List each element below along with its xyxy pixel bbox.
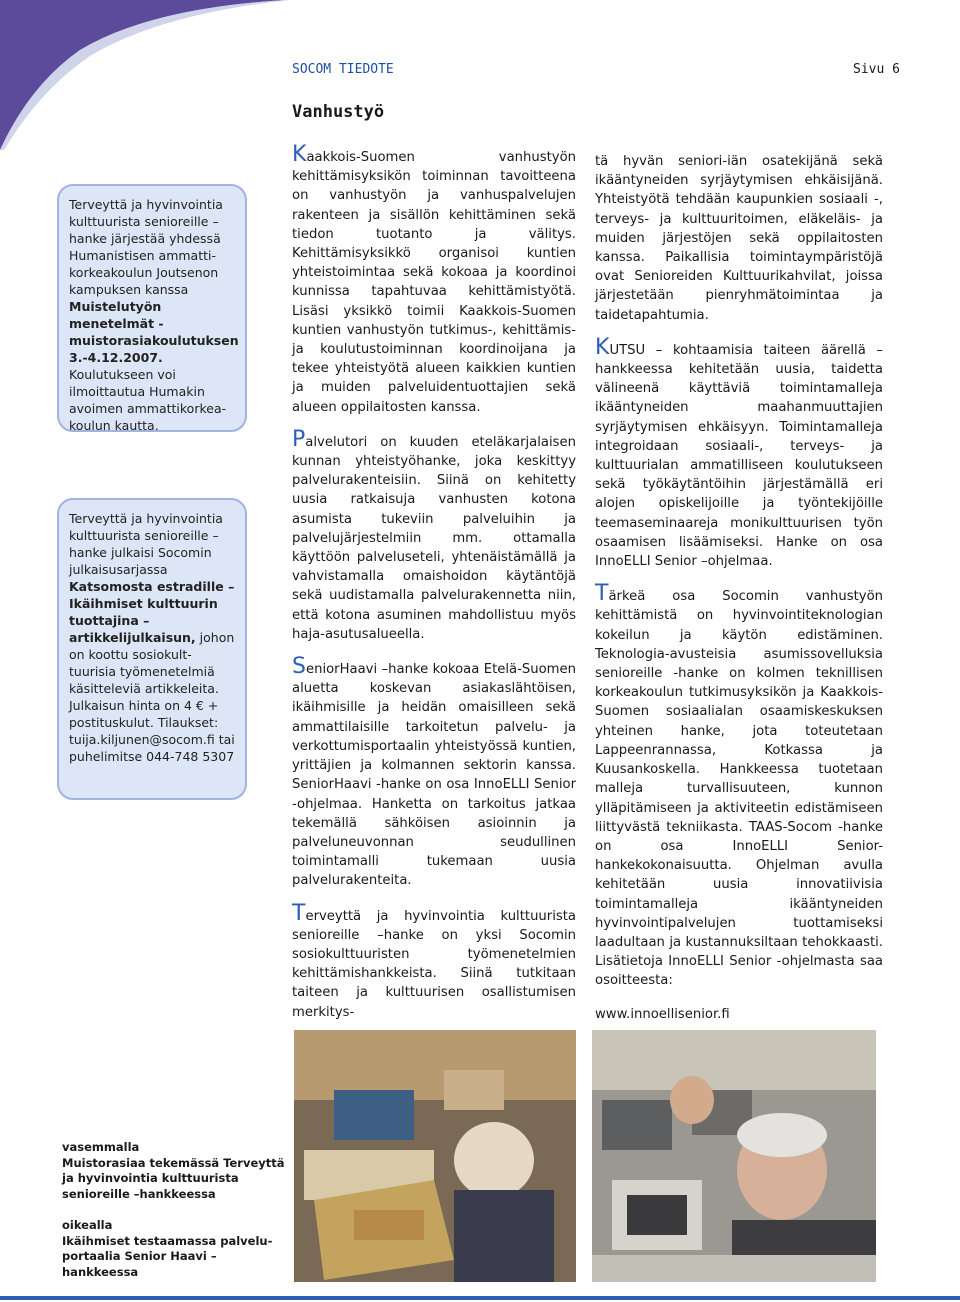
paragraph: Terveyttä ja hyvinvointia kulttuurista senioreille –hanke on yksi Socomin sosiokulttuuristen työmenetelmien kehittämishankkeista. Siinä tutkitaan taiteen ja kulttuurisen osallistumisen merkitys- bbox=[292, 900, 576, 1020]
photo-memory-box-workshop bbox=[294, 1030, 576, 1282]
article-column-2 bbox=[595, 150, 883, 1038]
box2-outro: johon on koottu sosiokult-tuurisia työmenetelmiä käsitteleviä artikkeleita. Julkaisun hinta on 4 € + postituskulut. Tilaukset: tuija.kiljunen@socom.fi tai puhelimitse 044-748 5307 bbox=[69, 630, 235, 764]
drop-cap: T bbox=[595, 581, 609, 607]
drop-cap: T bbox=[292, 900, 306, 926]
article-column-1 bbox=[292, 142, 576, 1036]
paragraph: Palvelutori on kuuden eteläkarjalaisen kunnan yhteistyöhanke, joka keskittyy palvelurakenteisiin. Siinä on kehitetty uusia ratkaisuja vanhusten kotona asumista tukeviin palveluihin ja palvelujärjestelmiin mm. ottamalla käyttöön palveluseteli, yhtenäistämällä ja vahvistamalla omaishoidon käytäntöjä sekä uudistamalla palvelurakennetta niin, että kotona asuminen mahdollistuu myös haja-asutusalueella. bbox=[292, 426, 576, 642]
box1-intro: Terveyttä ja hyvinvointia kulttuurista senioreille – hanke järjestää yhdessä Humanistisen ammatti-korkeakoulun Joutsenon kampuksen kanssa bbox=[69, 197, 223, 297]
paragraph: SeniorHaavi –hanke kokoaa Etelä-Suomen aluetta koskevan asiakaslähtöisen, ikäihmisille ja heidän omaisilleen sekä ammattilaisille tarkoitetun palvelu- ja verkottumisportaalin yhteistyössä kuntien, yrittäjien ja kolmannen sektorin kanssa. SeniorHaavi -hanke on osa InnoELLI Senior -ohjelmaa. Hanketta on tarkoitus jatkaa tekemällä sähköisen asioinnin ja palveluneuvonnan seudullinen toimintamalli tukemaan uusia palvelurakenteita. bbox=[292, 654, 576, 889]
drop-cap: S bbox=[292, 654, 306, 680]
caption-right bbox=[62, 1218, 292, 1280]
paragraph: Tärkeä osa Socomin vanhustyön kehittämistä on hyvinvointiteknologian kokeilun ja käytön edistäminen. Teknologia-avusteisia asumissovelluksia senioreille -hanke on kolmen teknillisen korkeakoulun tutkimusyksikön ja Kaakkois-Suomen sosiaalialan osaamiskeskuksen yhteinen hanke, jota toteutetaan Lappeenrannassa, Kotkassa ja Kuusankoskella. Hankkeessa tuotetaan malleja turvallisuuteen, kunnon ylläpitämiseen ja aktiviteetin edistämiseen liittyvästä tekniikasta. TAAS-Socom -hanke on osa InnoELLI Senior- hankekokonaisuutta. Ohjelman avulla kehitetään uusia innovatiivisia toimintamalleja ikääntyneiden hyvinvointipalvelujen tuottamiseksi laadultaan ja kustannuksiltaan tehokkaasti. Lisätietoja InnoELLI Senior -ohjelmasta saa osoitteesta: bbox=[595, 581, 883, 989]
box2-intro: Terveyttä ja hyvinvointia kulttuurista senioreille – hanke julkaisi Socomin julkaisusarjassa bbox=[69, 511, 223, 577]
newsletter-title: SOCOM TIEDOTE bbox=[292, 62, 394, 77]
photo-portal-testing bbox=[592, 1030, 876, 1282]
info-box-training bbox=[57, 184, 247, 432]
caption-left-text: Muistorasiaa tekemässä Terveyttä ja hyvinvointia kulttuurista senioreille –hankkeessa bbox=[62, 1155, 285, 1201]
drop-cap: P bbox=[292, 426, 306, 452]
caption-right-label: oikealla bbox=[62, 1218, 113, 1232]
caption-left bbox=[62, 1140, 292, 1202]
drop-cap: K bbox=[595, 334, 610, 360]
box1-outro: Koulutukseen voi ilmoittautua Humakin avoimen ammattikorkea-koulun kautta. bbox=[69, 367, 227, 433]
paragraph: tä hyvän seniori-iän osatekijänä sekä ikääntyneiden syrjäytymisen ehkäisijänä. Yhteistyötä tehdään kaupunkien sosiaali -, terveys- ja kulttuuritoimen, eläkeläis- ja muiden järjestöjen sekä oppilaitosten kanssa. Paikallisia toimintaympäristöjä ovat Senioreiden Kulttuurikahvilat, joissa järjestetään pienryhmätoimintaa ja taidetapahtumia. bbox=[595, 154, 883, 323]
caption-right-text: Ikäihmiset testaamassa palvelu-portaalia Senior Haavi –hankkeessa bbox=[62, 1233, 273, 1279]
box1-bold: Muistelutyön menetelmät -muistorasiakoulutuksen 3.-4.12.2007. bbox=[69, 299, 239, 365]
box2-bold: Katsomosta estradille – Ikäihmiset kulttuurin tuottajina – artikkelijulkaisun, bbox=[69, 579, 235, 645]
paragraph: KUTSU – kohtaamisia taiteen äärellä – hankkeessa kehitetään uusia, taidetta välineenä käyttäviä toimintamalleja ikääntyneiden maahanmuuttajien syrjäytymisen ehkäisyyn. Toimintamalleja integroidaan sosiaali-, terveys- ja kulttuurialan ammatilliseen koulutukseen sekä työkäytäntöihin järjestämällä eri alojen opiskelijoille ja työntekijöille teemaseminaareja monikulttuurisen työn osaamisen lisäämiseksi. Hanke on osa InnoELLI Senior –ohjelmaa. bbox=[595, 334, 883, 570]
corner-decoration bbox=[0, 0, 290, 150]
caption-left-label: vasemmalla bbox=[62, 1140, 140, 1154]
paragraph: Kaakkois-Suomen vanhustyön kehittämisyksikön toiminnan tavoitteena on vanhustyön ja vanhuspalvelujen rakenteen ja sisällön kehittäminen sekä tiedon tuotanto ja välitys. Kehittämisyksikkö organisoi kuntien yhteistoimintaa sekä kokoaa ja koordinoi kunnissa tapahtuvaa kehittämistyötä. Lisäsi yksikkö toimii Kaakkois-Suomen kuntien vanhustyön tutkimus-, kehittämis- ja koulutustoiminnan koordinoijana ja tekee yhteistyötä alueen kaikkien kuntien ja muiden palveluidentuottajien sekä alueen oppilaitosten kanssa. bbox=[292, 142, 576, 415]
info-box-publication bbox=[57, 498, 247, 800]
photo-placeholder bbox=[294, 1030, 576, 1282]
website-link[interactable]: www.innoellisenior.fi bbox=[595, 1006, 730, 1022]
drop-cap: K bbox=[292, 142, 307, 167]
footer-divider bbox=[0, 1296, 960, 1300]
section-title: Vanhustyö bbox=[292, 102, 385, 122]
page-number: Sivu 6 bbox=[853, 62, 900, 77]
page-header bbox=[292, 62, 900, 80]
photo-placeholder bbox=[592, 1030, 876, 1282]
